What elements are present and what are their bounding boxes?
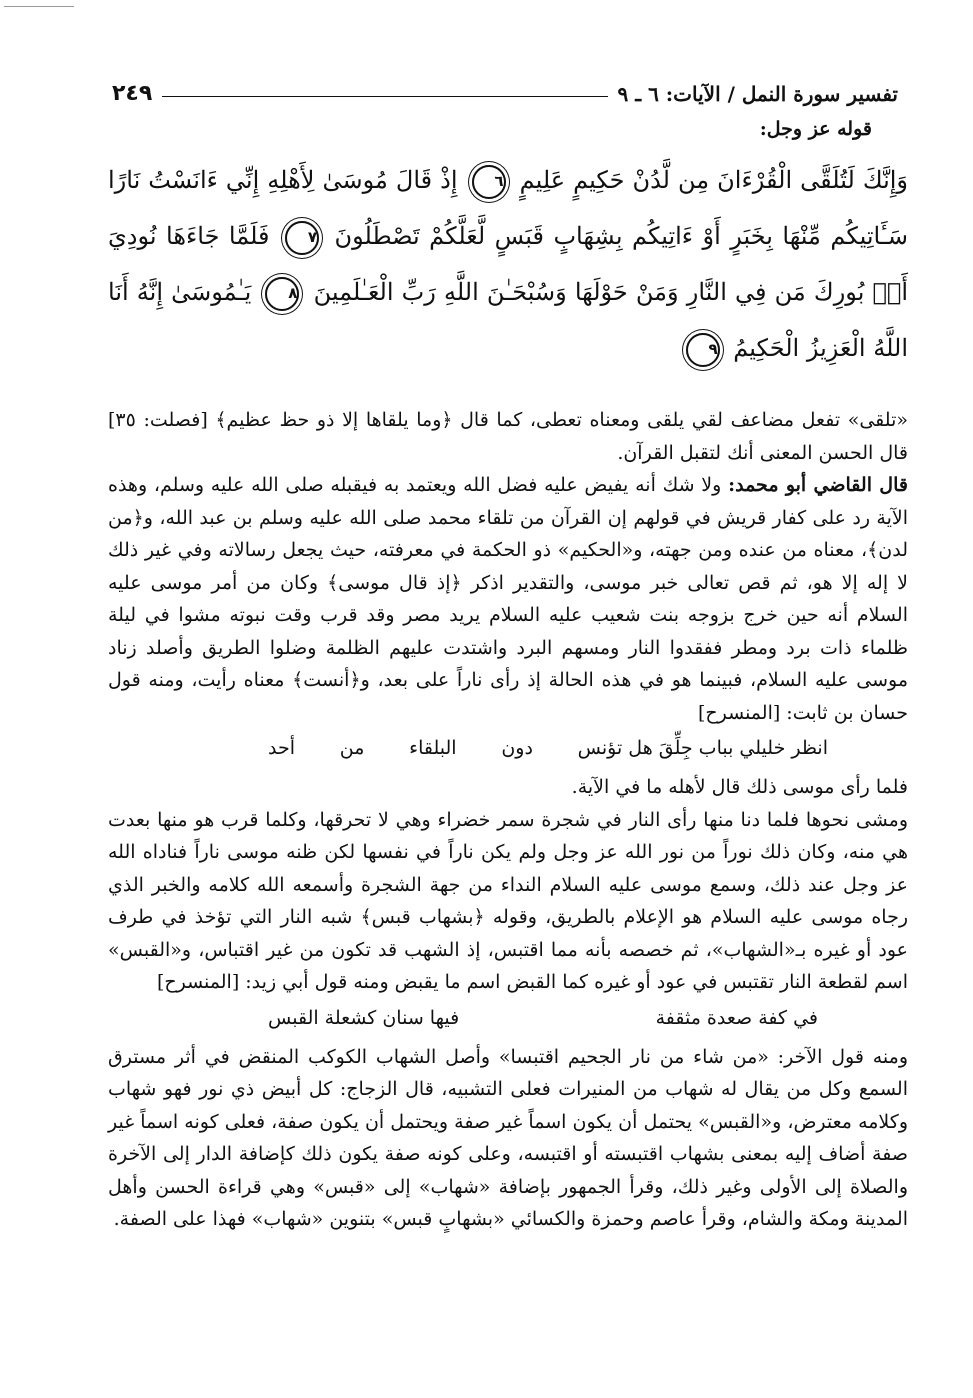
page-number: ٢٤٩ [112, 81, 153, 106]
ayah-8-marker: ٨ [265, 277, 299, 311]
ayah-6-marker: ٦ [472, 165, 506, 199]
ayah-9-text: يَـٰمُوسَىٰ إِنَّهُ أَنَا اللَّهُ الْعَزِيزُ الْحَكِيمُ [108, 278, 908, 362]
paragraph-qadi-text: ولا شك أنه يفيض عليه فضل الله ويعتمد به فيقبله صلى الله عليه وسلم، وهذه الآية رد على كفار قريش في قولهم إن القرآن من تلقاء محمد صلى الله عليه وسلم بن عبد الله، و﴿من لدن﴾، معناه من عنده ومن جهته، و«الحكيم» ذو الحكمة في معرفته، حيث يجعل رسالاته وفي غير ذلك لا إله إلا هو، ثم قص تعالى خبر موسى، والتقدير اذكر ﴿إذ قال موسى﴾ وكان من أمر موسى عليه السلام أنه حين خرج بزوجه بنت شعيب عليه السلام يريد مصر وقد قرب وقت نبوته مشوا في ليلة ظلماء ذات برد ومطر ففقدوا النار ومسهم البرد واشتدت عليهم الظلمة وضلوا الطريق وأصلد زناد موسى عليه السلام، فبينما هو في هذه الحالة إذ رأى ناراً على بعد، و﴿أنست﴾ معناه رأيت، ومنه قول حسان بن ثابت: [المنسرح] [108, 474, 908, 724]
paragraph-qadi-lead: قال القاضي أبو محمد: [728, 474, 908, 496]
scan-mark [4, 6, 74, 7]
paragraph-shihab: ومنه قول الآخر: «من شاء من نار الجحيم اقتبسا» وأصل الشهاب الكوكب المنقض في أثر مسترق السمع وكل من يقال له شهاب من المنيرات فعلى التشبيه، قال الزجاج: كل أبيض ذي نور فهو شهاب وكلامه معترض، و«القبس» يحتمل أن يكون اسماً غير صفة ويحتمل أن يكون صفة، فعلى كونه اسماً غير صفة أضاف إليه بمعنى بشهاب اقتبسته أو اقتبسه، وعلى كونه صفة يكون ذلك كإضافة الدار إلى الآخرة والصلاة إلى الأولى وغير ذلك، وقرأ الجمهور بإضافة «شهاب» إلى «قبس» وهي قراءة الحسن وأهل المدينة ومكة والشام، وقرأ عاصم وحمزة والكسائي «بشهابٍ قبس» بتنوين «شهاب» فهذا على الصفة. [108, 1045, 908, 1230]
page-content [108, 118, 908, 1236]
paragraph-qadi [108, 469, 908, 729]
ayah-9-marker: ٩ [686, 333, 720, 367]
poem-abu-zayd-hemistich-1: في كفة صعدة مثقفة [655, 1006, 818, 1029]
ayah-8-text: فَلَمَّا جَاءَهَا نُودِيَ أَنۢ بُورِكَ مَن فِي النَّارِ وَمَنْ حَوْلَهَا وَسُبْحَـٰنَ اللَّهِ رَبِّ الْعَـٰلَمِينَ [108, 222, 908, 306]
quran-verses [108, 152, 908, 376]
header-rule [162, 96, 607, 97]
paragraph-talaqqa: «تلقى» تفعل مضاعف لقي يلقى ومعناه تعطى، كما قال ﴿وما يلقاها إلا ذو حظ عظيم﴾ [فصلت: ٣٥] قال الحسن المعنى أنك لتقبل القرآن. [108, 409, 908, 464]
paragraph-musa-saw: فلما رأى موسى ذلك قال لأهله ما في الآية. [571, 776, 908, 798]
poem-hassan-part-3: البلقاء [409, 737, 457, 759]
poem-hassan-part-5: أحد [268, 737, 296, 759]
poem-hassan-part-4: من [339, 737, 365, 759]
poem-hassan [108, 729, 908, 771]
section-spacer [108, 386, 908, 404]
running-title: تفسير سورة النمل / الآيات: ٦ ـ ٩ [617, 82, 898, 106]
ayah-6-text: وَإِنَّكَ لَتُلَقَّى الْقُرْءَانَ مِن لَّدُنْ حَكِيمٍ عَلِيمٍ [519, 166, 909, 194]
ayah-7-text: إِذْ قَالَ مُوسَىٰ لِأَهْلِهِ إِنِّي ءَانَسْتُ نَارًا سَـَٔاتِيكُم مِّنْهَا بِخَبَرٍ أَوْ ءَاتِيكُم بِشِهَابٍ قَبَسٍ لَّعَلَّكُمْ تَصْطَلُونَ [108, 166, 908, 250]
poem-hassan-part-1: انظر خليلي بباب جِلِّقَ هل تؤنس [577, 737, 828, 759]
poem-abu-zayd-hemistich-2: فيها سنان كشعلة القبس [268, 1006, 460, 1029]
section-intro: قوله عز وجل: [759, 118, 872, 140]
poem-hassan-part-2: دون [501, 737, 533, 759]
ayah-7-marker: ٧ [285, 221, 319, 255]
poem-abu-zayd [108, 999, 908, 1041]
paragraph-fire-tree: ومشى نحوها فلما دنا منها رأى النار في شجرة سمر خضراء وهي لا تحرقها، وكلما قرب هو منها بعدت هي منه، وكان ذلك نوراً من نور الله عز وجل ولم يكن ناراً في نفسها لكن ظنه موسى ناراً فناداه الله عز وجل عند ذلك، وسمع موسى عليه السلام النداء من جهة الشجرة وأسمعه الله كلامه والخبر الذي رجاه موسى عليه السلام هو الإعلام بالطريق، وقوله ﴿بشهاب قبس﴾ شبه النار التي تؤخذ في طرف عود أو غيره بـ«الشهاب»، ثم خصصه بأنه مما اقتبس، إذ الشهب قد تكون من غير اقتباس، و«القبس» اسم لقطعة النار تقتبس في عود أو غيره كما القبض اسم ما يقبض ومنه قول أبي زيد: [المنسرح] [108, 808, 908, 993]
page-header [112, 66, 898, 106]
